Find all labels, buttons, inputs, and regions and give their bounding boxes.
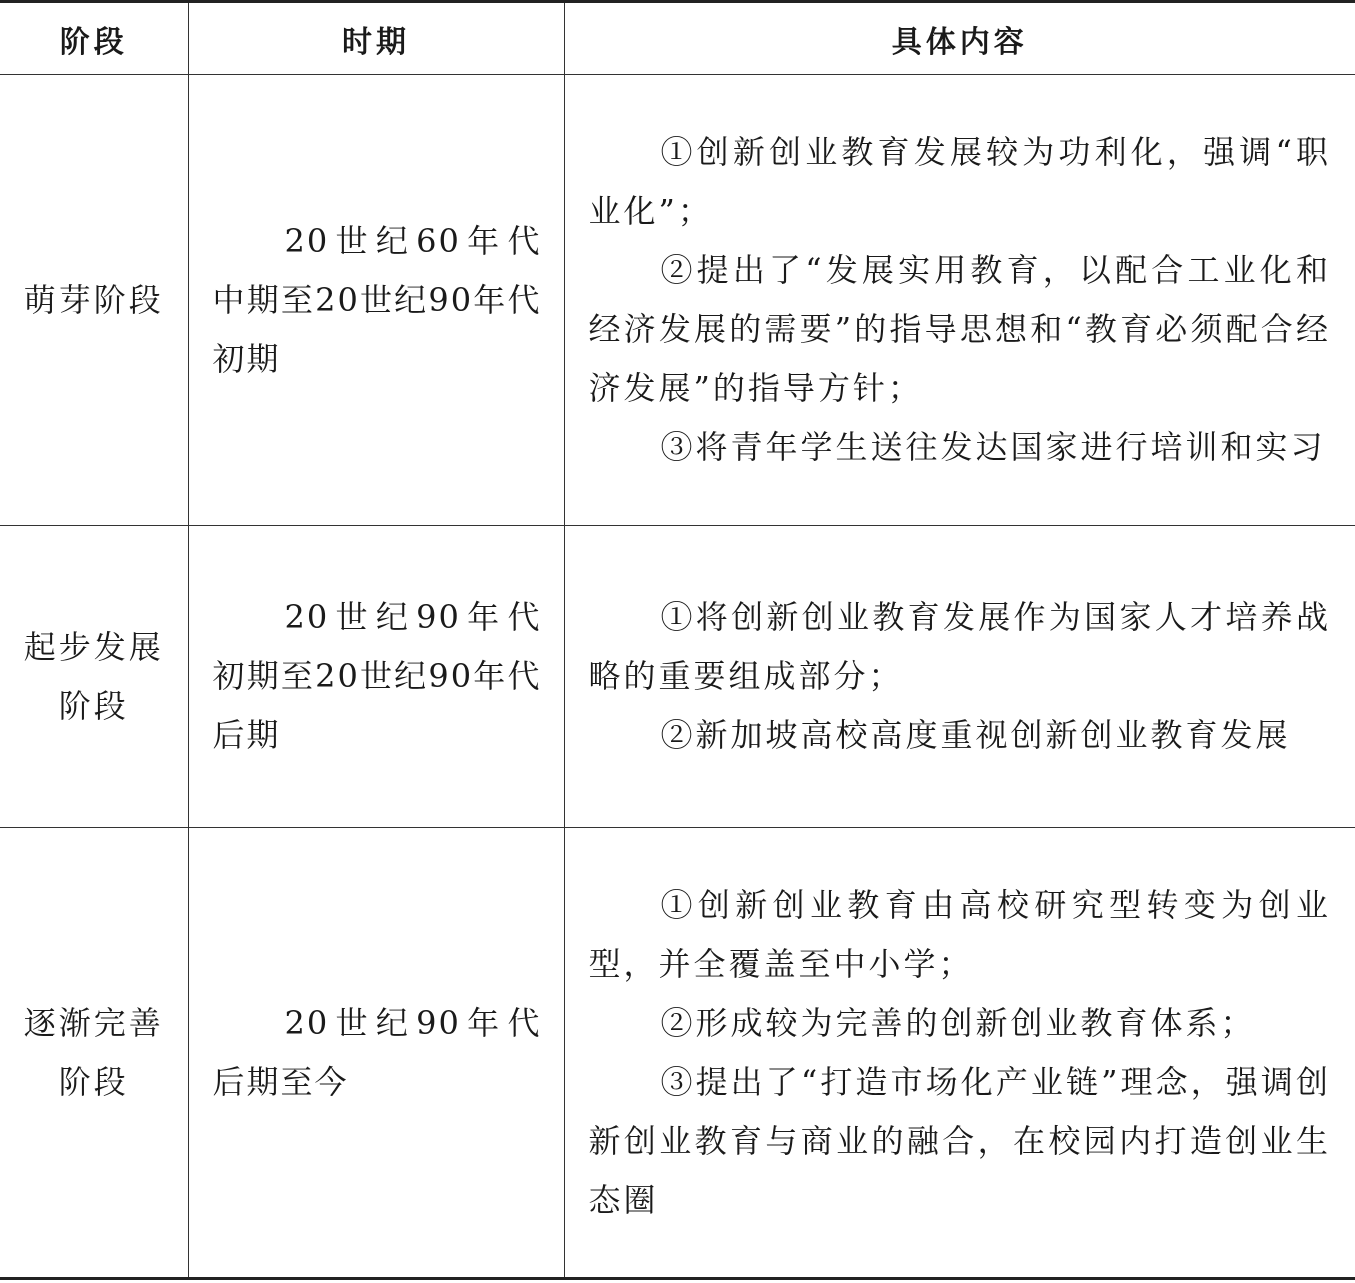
content-cell [564, 526, 1355, 828]
header-period: 时期 [188, 2, 564, 75]
header-content: 具体内容 [564, 2, 1355, 75]
period-text: 20世纪60年代中期至20世纪90年代初期 [212, 221, 542, 378]
header-row [0, 2, 1355, 75]
content-item: ①创新创业教育发展较为功利化，强调“职业化”； [588, 133, 1331, 230]
table-row [0, 828, 1355, 1279]
content-item: ②形成较为完善的创新创业教育体系； [660, 1003, 1256, 1042]
period-cell [188, 828, 564, 1279]
content-item: ③将青年学生送往发达国家进行培训和实习 [660, 428, 1326, 466]
content-item: ②提出了“发展实用教育，以配合工业化和经济发展的需要”的指导思想和“教育必须配合经济发展”的指导方针； [588, 251, 1331, 407]
content-cell [564, 75, 1355, 526]
stage-cell: 逐渐完善阶段 [0, 828, 188, 1279]
content-cell [564, 828, 1355, 1279]
content-item: ①将创新创业教育发展作为国家人才培养战略的重要组成部分； [588, 598, 1331, 695]
table-row [0, 75, 1355, 526]
content-item: ②新加坡高校高度重视创新创业教育发展 [660, 716, 1291, 754]
period-text: 20世纪90年代初期至20世纪90年代后期 [212, 598, 542, 754]
content-item: ③提出了“打造市场化产业链”理念，强调创新创业教育与商业的融合，在校园内打造创业生态圈 [588, 1062, 1331, 1219]
period-text: 20世纪90年代后期至今 [212, 1003, 542, 1101]
table-row [0, 526, 1355, 828]
header-stage: 阶段 [0, 2, 188, 75]
period-cell [188, 526, 564, 828]
stage-cell: 萌芽阶段 [0, 75, 188, 526]
stage-cell: 起步发展阶段 [0, 526, 188, 828]
content-item: ①创新创业教育由高校研究型转变为创业型，并全覆盖至中小学； [588, 885, 1331, 983]
period-cell [188, 75, 564, 526]
